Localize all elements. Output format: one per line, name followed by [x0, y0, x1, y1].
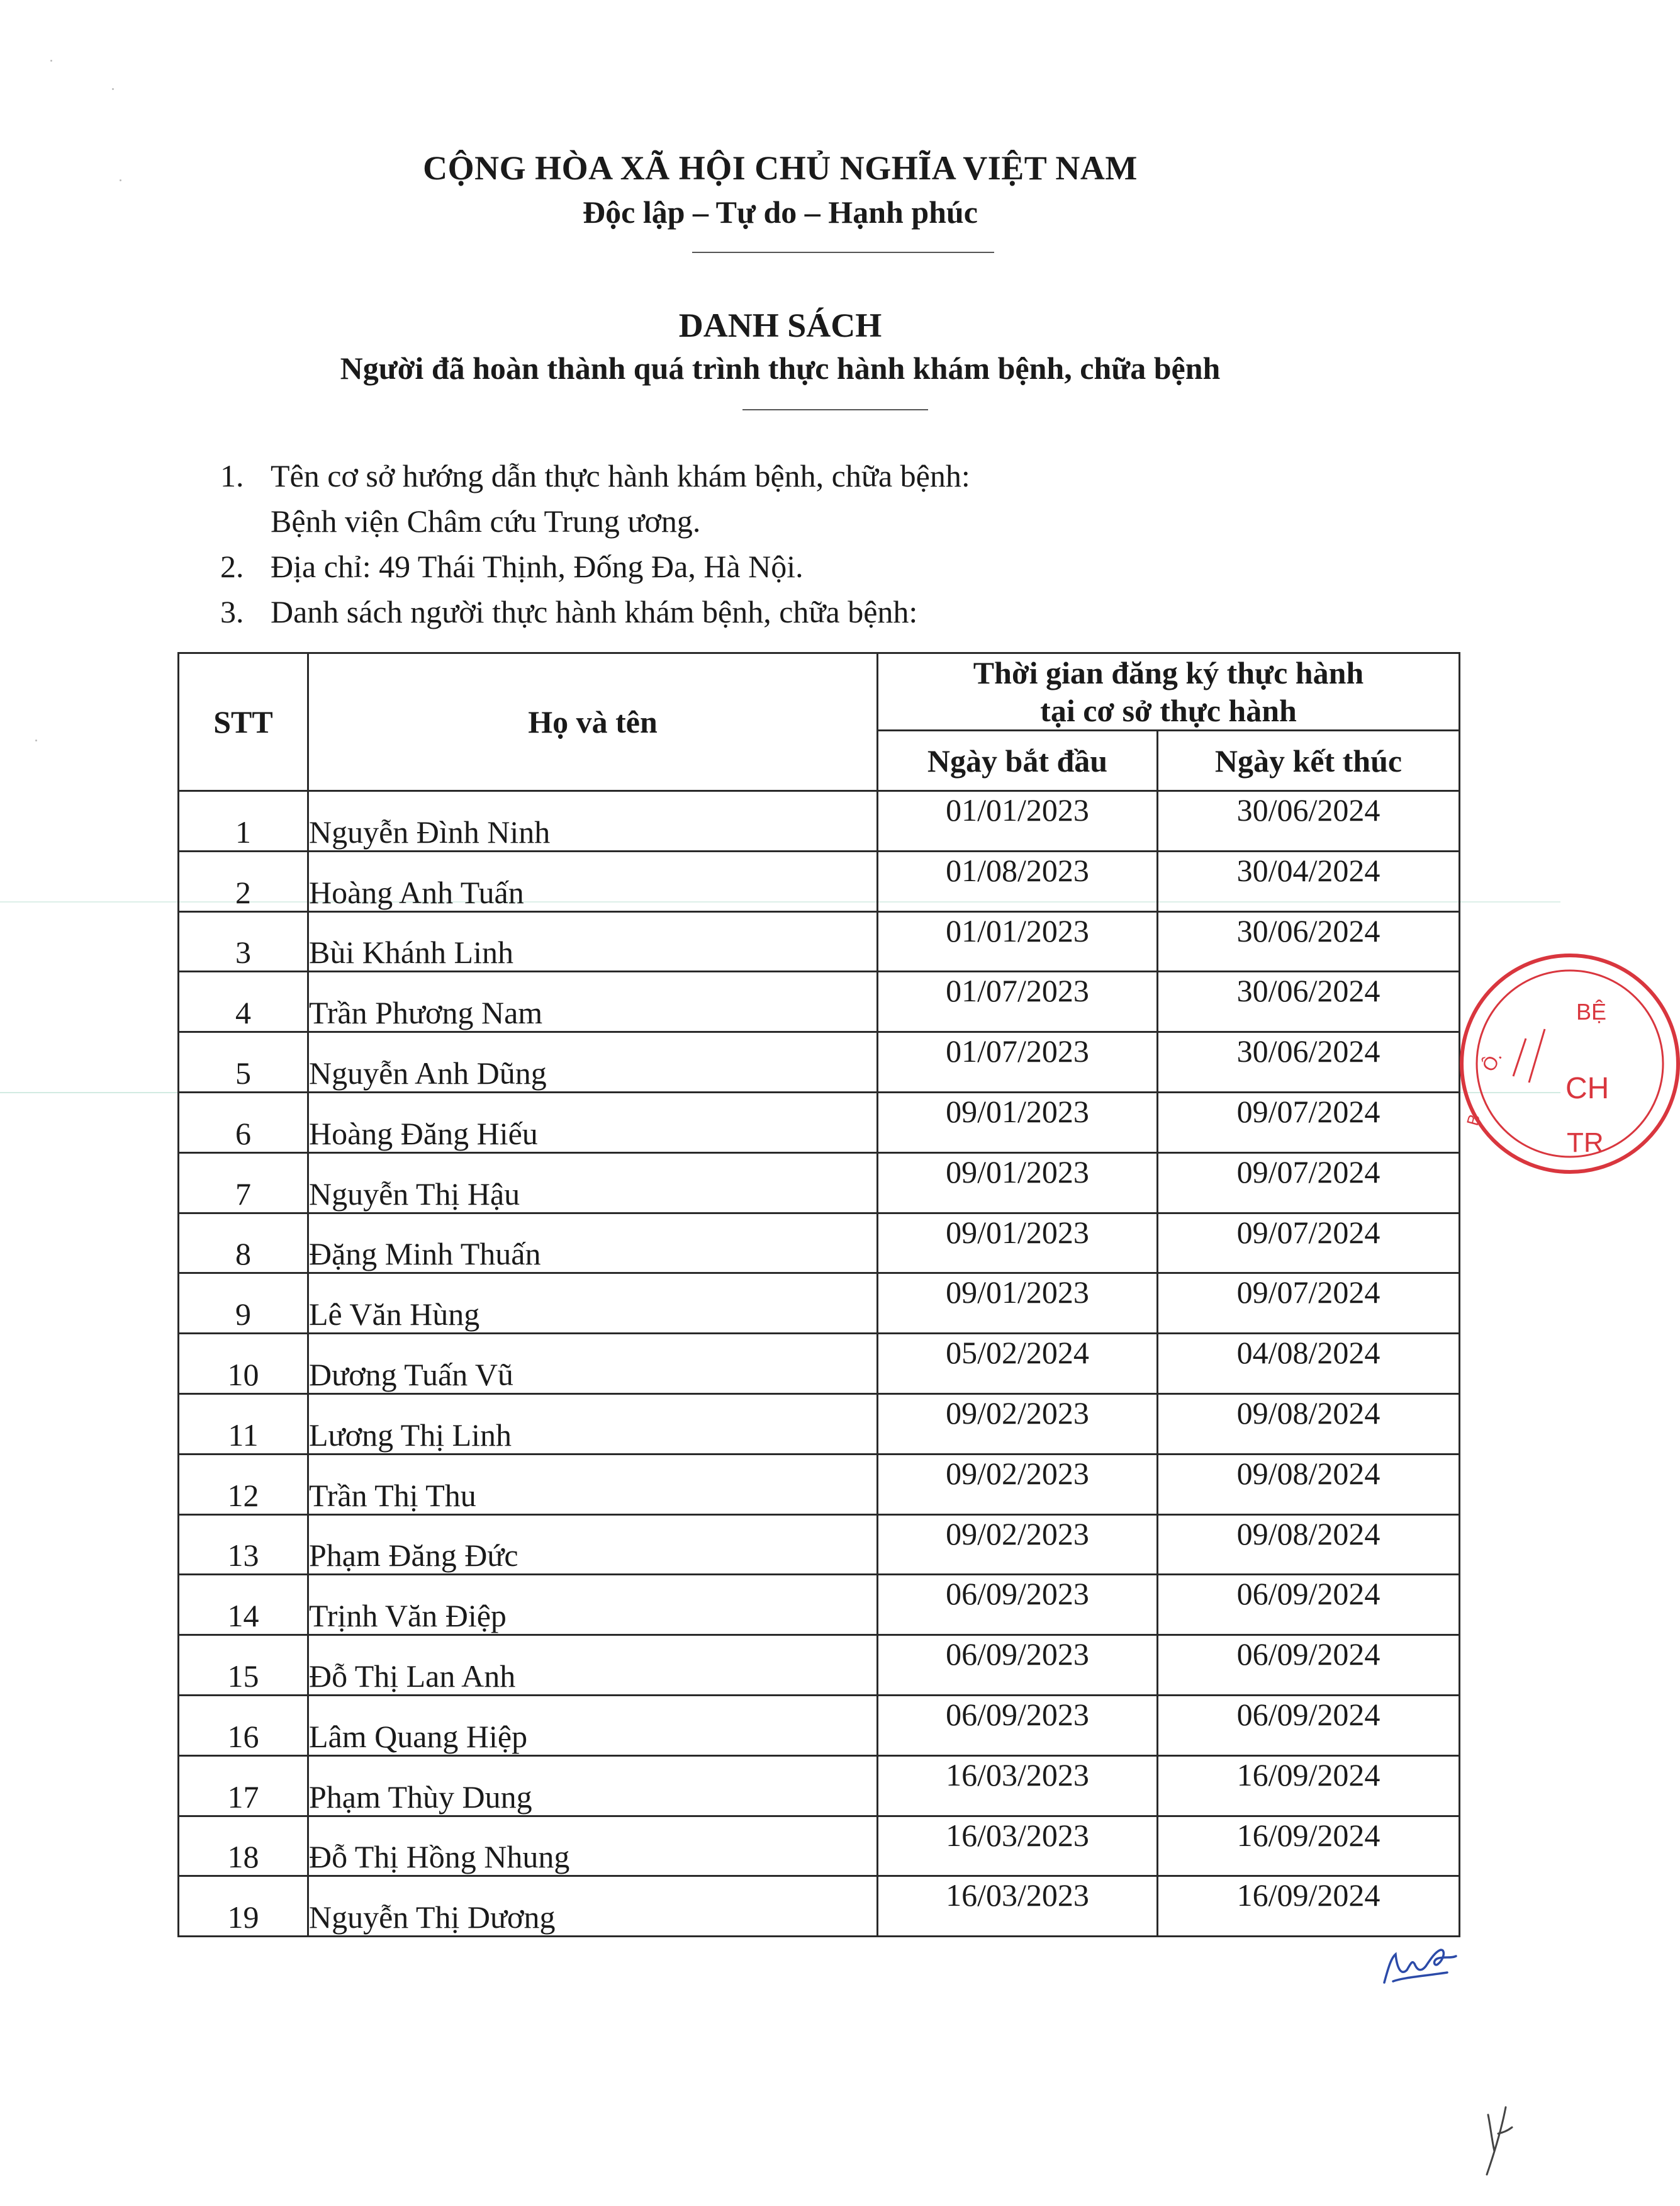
cell-end-date: 09/07/2024 [1158, 1213, 1460, 1273]
cell-name: Nguyễn Đình Ninh [308, 791, 878, 852]
info-item-3 [220, 589, 970, 634]
cell-name: Trần Phương Nam [308, 972, 878, 1032]
cell-start-date: 16/03/2023 [878, 1816, 1158, 1876]
cell-stt: 3 [179, 911, 308, 972]
cell-start-date: 01/01/2023 [878, 911, 1158, 972]
table-row [179, 972, 1460, 1032]
cell-start-date: 01/01/2023 [878, 791, 1158, 852]
official-seal-stamp [1453, 944, 1680, 1183]
table-row [179, 1695, 1460, 1755]
info-item-number: 3. [220, 594, 244, 629]
table-row [179, 1334, 1460, 1394]
cell-name: Trịnh Văn Điệp [308, 1575, 878, 1635]
table-row [179, 851, 1460, 911]
cell-stt: 5 [179, 1032, 308, 1093]
table-row [179, 1273, 1460, 1334]
cell-name: Hoàng Anh Tuấn [308, 851, 878, 911]
table-header-row [179, 653, 1460, 731]
cell-name: Phạm Thùy Dung [308, 1755, 878, 1816]
cell-name: Hoàng Đăng Hiếu [308, 1092, 878, 1152]
cell-stt: 2 [179, 851, 308, 911]
document-title: DANH SÁCH [678, 307, 882, 344]
scan-speck [35, 740, 37, 741]
cell-stt: 18 [179, 1816, 308, 1876]
info-item-text: Tên cơ sở hướng dẫn thực hành khám bệnh, chữa bệnh: [271, 458, 970, 493]
cell-name: Đỗ Thị Hồng Nhung [308, 1816, 878, 1876]
cell-name: Trần Thị Thu [308, 1454, 878, 1514]
cell-start-date: 01/07/2023 [878, 1032, 1158, 1093]
cell-name: Nguyễn Anh Dũng [308, 1032, 878, 1093]
info-item-number: 2. [220, 549, 244, 584]
cell-end-date: 09/08/2024 [1158, 1393, 1460, 1454]
national-motto: Độc lập – Tự do – Hạnh phúc [583, 194, 978, 230]
info-item-1 [220, 453, 970, 498]
cell-stt: 1 [179, 791, 308, 852]
table-row [179, 1152, 1460, 1213]
table-row [179, 791, 1460, 852]
table-body [179, 791, 1460, 1937]
info-item-text: Danh sách người thực hành khám bệnh, chữa bệnh: [271, 594, 918, 629]
svg-text:TR: TR [1567, 1127, 1604, 1158]
cell-start-date: 06/09/2023 [878, 1575, 1158, 1635]
cell-stt: 7 [179, 1152, 308, 1213]
info-item-number: 1. [220, 458, 244, 493]
info-item-2 [220, 544, 970, 589]
cell-start-date: 09/01/2023 [878, 1152, 1158, 1213]
period-header-line-1: Thời gian đăng ký thực hành [973, 655, 1364, 690]
table-row [179, 1755, 1460, 1816]
cell-stt: 19 [179, 1876, 308, 1937]
cell-end-date: 09/07/2024 [1158, 1092, 1460, 1152]
cell-name: Dương Tuấn Vũ [308, 1334, 878, 1394]
cell-stt: 12 [179, 1454, 308, 1514]
cell-start-date: 09/01/2023 [878, 1092, 1158, 1152]
national-heading: CỘNG HÒA XÃ HỘI CHỦ NGHĨA VIỆT NAM [423, 149, 1138, 187]
table-row [179, 1575, 1460, 1635]
cell-stt: 8 [179, 1213, 308, 1273]
cell-end-date: 09/08/2024 [1158, 1454, 1460, 1514]
svg-text:B: B [1462, 1112, 1484, 1128]
info-item-1-value: Bệnh viện Châm cứu Trung ương. [271, 504, 701, 539]
cell-stt: 11 [179, 1393, 308, 1454]
table-row [179, 1454, 1460, 1514]
table-row [179, 911, 1460, 972]
svg-text:CH: CH [1565, 1072, 1610, 1105]
cell-stt: 9 [179, 1273, 308, 1334]
title-divider [742, 409, 928, 410]
corner-pen-mark [1476, 2102, 1520, 2178]
cell-end-date: 30/06/2024 [1158, 972, 1460, 1032]
header-divider [692, 252, 994, 253]
table-row [179, 1092, 1460, 1152]
cell-start-date: 09/02/2023 [878, 1514, 1158, 1575]
cell-name: Lương Thị Linh [308, 1393, 878, 1454]
info-item-text: Địa chỉ: 49 Thái Thịnh, Đống Đa, Hà Nội. [271, 549, 804, 584]
cell-start-date: 16/03/2023 [878, 1755, 1158, 1816]
cell-start-date: 06/09/2023 [878, 1635, 1158, 1696]
cell-end-date: 09/08/2024 [1158, 1514, 1460, 1575]
table-row [179, 1876, 1460, 1937]
cell-stt: 13 [179, 1514, 308, 1575]
cell-name: Phạm Đăng Đức [308, 1514, 878, 1575]
cell-end-date: 04/08/2024 [1158, 1334, 1460, 1394]
scan-speck [112, 88, 114, 90]
cell-stt: 16 [179, 1695, 308, 1755]
cell-name: Lâm Quang Hiệp [308, 1695, 878, 1755]
cell-stt: 10 [179, 1334, 308, 1394]
cell-start-date: 09/01/2023 [878, 1273, 1158, 1334]
cell-start-date: 01/07/2023 [878, 972, 1158, 1032]
cell-start-date: 05/02/2024 [878, 1334, 1158, 1394]
cell-end-date: 30/04/2024 [1158, 851, 1460, 911]
document-subtitle: Người đã hoàn thành quá trình thực hành khám bệnh, chữa bệnh [340, 351, 1221, 386]
cell-stt: 17 [179, 1755, 308, 1816]
initials-signature [1378, 1945, 1460, 1989]
column-header-stt: STT [179, 653, 308, 791]
period-header-line-2: tại cơ sở thực hành [1040, 693, 1297, 728]
cell-name: Nguyễn Thị Dương [308, 1876, 878, 1937]
table-row [179, 1213, 1460, 1273]
table-row [179, 1514, 1460, 1575]
svg-text:BỆ: BỆ [1576, 999, 1607, 1025]
cell-stt: 15 [179, 1635, 308, 1696]
cell-end-date: 06/09/2024 [1158, 1695, 1460, 1755]
table-row [179, 1816, 1460, 1876]
column-header-period [878, 653, 1460, 731]
cell-end-date: 09/07/2024 [1158, 1152, 1460, 1213]
cell-end-date: 30/06/2024 [1158, 1032, 1460, 1093]
practitioner-table [177, 652, 1460, 1937]
table-row [179, 1393, 1460, 1454]
cell-name: Lê Văn Hùng [308, 1273, 878, 1334]
cell-end-date: 06/09/2024 [1158, 1635, 1460, 1696]
cell-stt: 6 [179, 1092, 308, 1152]
cell-name: Đặng Minh Thuấn [308, 1213, 878, 1273]
cell-start-date: 06/09/2023 [878, 1695, 1158, 1755]
cell-name: Nguyễn Thị Hậu [308, 1152, 878, 1213]
cell-end-date: 16/09/2024 [1158, 1755, 1460, 1816]
cell-stt: 4 [179, 972, 308, 1032]
table-row [179, 1635, 1460, 1696]
cell-start-date: 16/03/2023 [878, 1876, 1158, 1937]
cell-start-date: 09/02/2023 [878, 1454, 1158, 1514]
cell-start-date: 09/01/2023 [878, 1213, 1158, 1273]
column-header-start-date: Ngày bắt đầu [878, 731, 1158, 791]
svg-text:Ô.: Ô. [1478, 1047, 1506, 1076]
table-row [179, 1032, 1460, 1093]
scan-speck [50, 60, 52, 62]
cell-name: Bùi Khánh Linh [308, 911, 878, 972]
cell-end-date: 06/09/2024 [1158, 1575, 1460, 1635]
cell-end-date: 30/06/2024 [1158, 791, 1460, 852]
cell-end-date: 16/09/2024 [1158, 1876, 1460, 1937]
column-header-end-date: Ngày kết thúc [1158, 731, 1460, 791]
cell-end-date: 09/07/2024 [1158, 1273, 1460, 1334]
cell-start-date: 01/08/2023 [878, 851, 1158, 911]
cell-start-date: 09/02/2023 [878, 1393, 1158, 1454]
cell-end-date: 30/06/2024 [1158, 911, 1460, 972]
cell-end-date: 16/09/2024 [1158, 1816, 1460, 1876]
cell-name: Đỗ Thị Lan Anh [308, 1635, 878, 1696]
cell-stt: 14 [179, 1575, 308, 1635]
column-header-name: Họ và tên [308, 653, 878, 791]
info-list [220, 453, 970, 634]
